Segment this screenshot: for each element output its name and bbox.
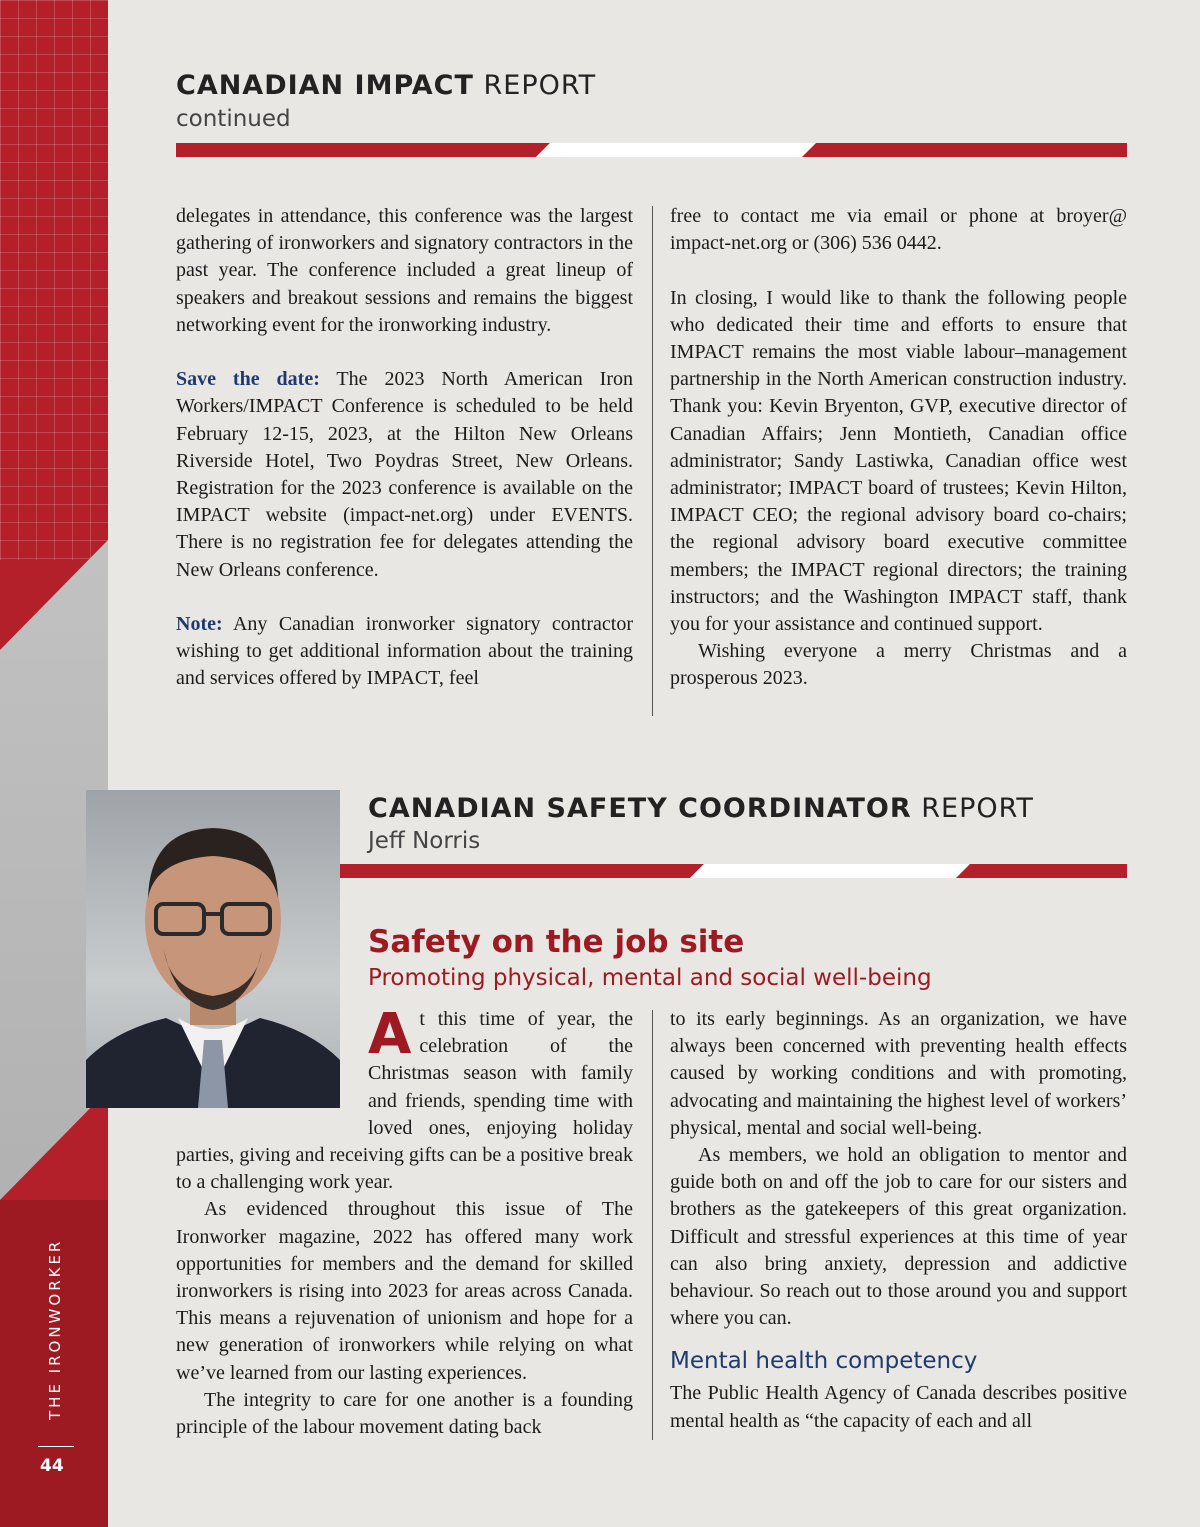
save-date-lead: Save the date:: [176, 368, 320, 391]
article-subtitle: Promoting physical, mental and social well-being: [368, 965, 932, 991]
safety-right-paragraph-2: As members, we hold an obligation to mentor and guide both on and off the job to care for our sisters and brothers as the gatekeepers of this great organization. Difficult and stressful experiences at this time of year can also bring anxiety, depression and addictive behaviour. So reach out to those around you and support where you can.: [670, 1144, 1127, 1330]
safety-banner-red-right: [956, 864, 1127, 878]
banner-red-right: [802, 143, 1127, 157]
note-lead: Note:: [176, 613, 223, 636]
safety-paragraph-1-text: t this time of year, the celebration of the Christmas season with family and friends, spending time with loved ones, enjoying holiday parties, giving and receiving gifts can be a positive break to a challenging work year.: [176, 1008, 633, 1194]
banner-red-left: [176, 143, 550, 157]
safety-paragraph-3: The integrity to care for one another is a founding principle of the labour movement dating back: [176, 1388, 633, 1439]
impact-contact-paragraph: free to contact me via email or phone at broyer@ impact-net.org or (306) 536 0442.: [670, 205, 1127, 255]
save-date-text: The 2023 North American Iron Workers/IMPACT Conference is scheduled to be held February 12-15, 2023, at the Hilton New Orleans Riverside Hotel, Two Poydras Street, New Orleans. Registration for the 2023 conference is available on the IMPACT website (impact-net.org) under EVENTS. There is no registration fee for delegates attending the New Orleans conference.: [176, 368, 633, 581]
note-text: Any Canadian ironworker signatory contractor wishing to get additional information about the training and services offered by IMPACT, feel: [176, 613, 633, 690]
safety-left-column: [176, 1002, 633, 1441]
safety-header-banner: [340, 864, 1127, 878]
impact-title-light: REPORT: [483, 70, 597, 101]
safety-banner-red-left: [340, 864, 704, 878]
safety-title-bold: CANADIAN SAFETY COORDINATOR: [368, 793, 912, 824]
impact-title-bold: CANADIAN IMPACT: [176, 70, 474, 101]
impact-paragraph-1: delegates in attendance, this conference was the largest gathering of ironworkers and signatory contractors in the past year. The conference included a great lineup of speakers and breakout sessions and remains the biggest networking event for the ironworking industry.: [176, 205, 633, 336]
impact-column-divider: [652, 206, 653, 716]
publication-name: THE IRONWORKER: [46, 1238, 64, 1420]
impact-closing-paragraph: In closing, I would like to thank the following people who dedicated their time and efforts to ensure that IMPACT remains the most viable labour–management partnership in the North American construction industry. Thank you: Kevin Bryenton, GVP, executive director of Canadian Affairs; Jenn Montieth, Canadian office administrator; Sandy Lastiwka, Canadian office west administrator; IMPACT board of trustees; Kevin Hilton, IMPACT CEO; the regional advisory board co-chairs; the regional advisory board executive committee members; the IMPACT regional directors; the training instructors; and the Washington IMPACT staff, thank you for your assistance and continued support.: [670, 286, 1127, 636]
safety-report-author: Jeff Norris: [368, 828, 481, 854]
safety-right-column: [670, 1006, 1127, 1435]
safety-title-light: REPORT: [921, 793, 1034, 824]
impact-report-subtitle: continued: [176, 106, 291, 132]
safety-right-paragraph-3: The Public Health Agency of Canada describes positive mental health as “the capacity of each and all: [670, 1382, 1127, 1432]
left-sidebar: [0, 0, 108, 1527]
safety-paragraph-2: As evidenced throughout this issue of The Ironworker magazine, 2022 has offered many work opportunities for members and the demand for skilled ironworkers is rising into 2023 for areas across Canada. This means a rejuvenation of unionism and hope for a new generation of ironworkers while relying on what we’ve learned from our lasting experiences.: [176, 1198, 633, 1384]
impact-report-title: [176, 70, 596, 101]
safety-column-divider: [652, 1010, 653, 1440]
impact-paragraph-save-date: [176, 366, 633, 584]
impact-left-column: [176, 203, 633, 693]
sidebar-grid-pattern: [0, 0, 108, 560]
safety-banner-white-middle: [690, 864, 970, 878]
impact-wishes-paragraph: Wishing everyone a merry Christmas and a prosperous 2023.: [670, 640, 1127, 690]
safety-right-paragraph-1: to its early beginnings. As an organization, we have always been concerned with preventing health effects caused by working conditions and with promoting, advocating and maintaining the highest level of workers’ physical, mental and social well-being.: [670, 1008, 1127, 1139]
page-number: 44: [40, 1456, 64, 1476]
safety-report-title: [368, 793, 1034, 824]
impact-right-column: [670, 203, 1127, 693]
impact-header-banner: [176, 143, 1127, 157]
article-title: Safety on the job site: [368, 924, 745, 960]
drop-cap: A: [368, 1002, 412, 1067]
impact-paragraph-note: [176, 611, 633, 693]
page-number-rule: [38, 1446, 74, 1447]
mental-health-subhead: Mental health competency: [670, 1348, 978, 1375]
photo-wrap-spacer: [176, 1006, 368, 1141]
banner-white-middle: [536, 143, 816, 157]
